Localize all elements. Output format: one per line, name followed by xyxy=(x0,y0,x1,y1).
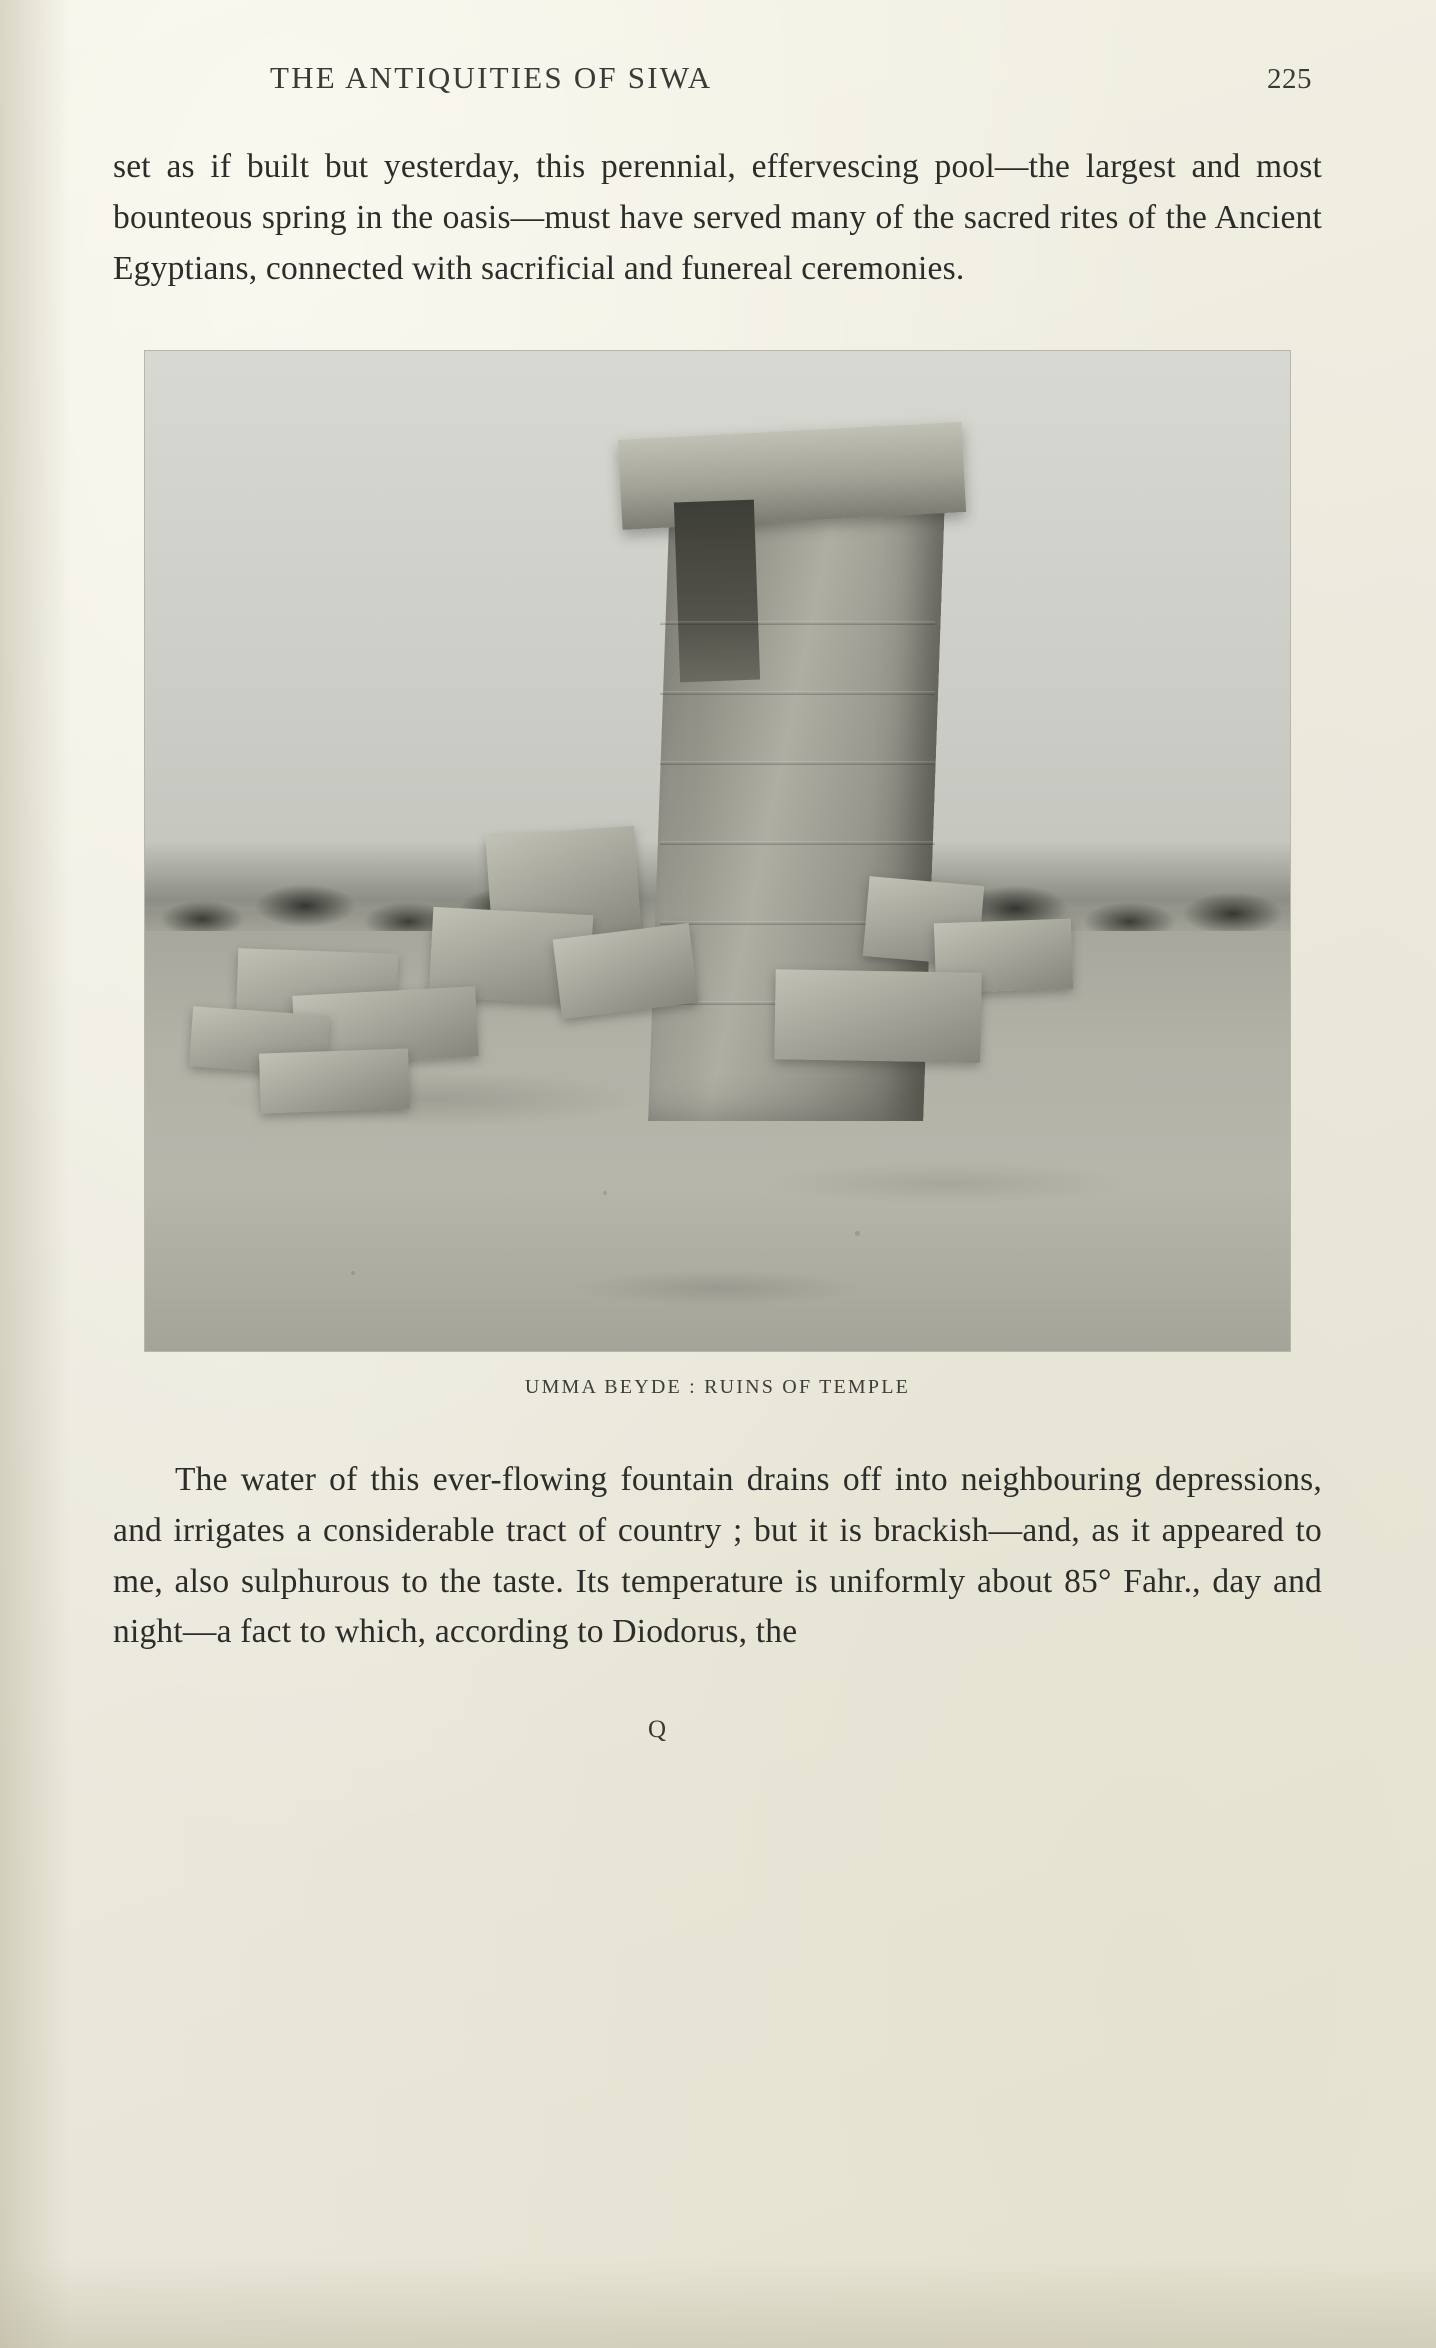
photo-ruin-course-2 xyxy=(660,691,935,695)
photo-ruin-shadow xyxy=(674,499,760,682)
photo-grain-2 xyxy=(351,1271,355,1275)
page-edge-shading-bottom xyxy=(0,2258,1436,2348)
signature-mark: Q xyxy=(647,1716,668,1744)
page-content xyxy=(105,60,1330,1744)
photo-fallen-block-10 xyxy=(774,969,982,1063)
paragraph-bottom: The water of this ever-flowing fountain drains off into neighbouring depressions, and irrigates a considerable tract of country ; but it is brackish—and, as it appeared to me, also sulphurous to the taste. Its temperature is uniformly about 85° Fahr., day and night—a fact to which, according to Diodorus, the xyxy=(113,1460,1322,1651)
photo-ruin-course-3 xyxy=(660,761,935,765)
photo-ruin-course-4 xyxy=(660,841,935,845)
photo-ruin-capstone xyxy=(618,422,966,530)
running-head xyxy=(105,60,1330,96)
page-number: 225 xyxy=(1267,63,1312,95)
figure-block xyxy=(105,350,1330,1399)
photo-fallen-block-9 xyxy=(258,1048,409,1113)
top-text-block xyxy=(105,142,1330,295)
photo-ruin-course-1 xyxy=(660,621,935,625)
bottom-text-block xyxy=(105,1455,1330,1659)
paragraph-top: set as if built but yesterday, this perennial, effervescing pool—the largest and most bounteous spring in the oasis—must have served many of the sacred rites of the Ancient Egyptians, connected with sacrificial and funereal ceremonies. xyxy=(113,148,1322,287)
photo-fallen-block-3 xyxy=(553,923,699,1019)
page-title: THE ANTIQUITIES OF SIWA xyxy=(270,60,713,95)
photo-grain-1 xyxy=(855,1231,860,1236)
page-edge-shading-left xyxy=(0,0,70,2348)
photo-grain-3 xyxy=(603,1191,607,1195)
photograph-umma-beyde xyxy=(144,350,1291,1352)
figure-caption: UMMA BEYDE : RUINS OF TEMPLE xyxy=(524,1375,911,1398)
